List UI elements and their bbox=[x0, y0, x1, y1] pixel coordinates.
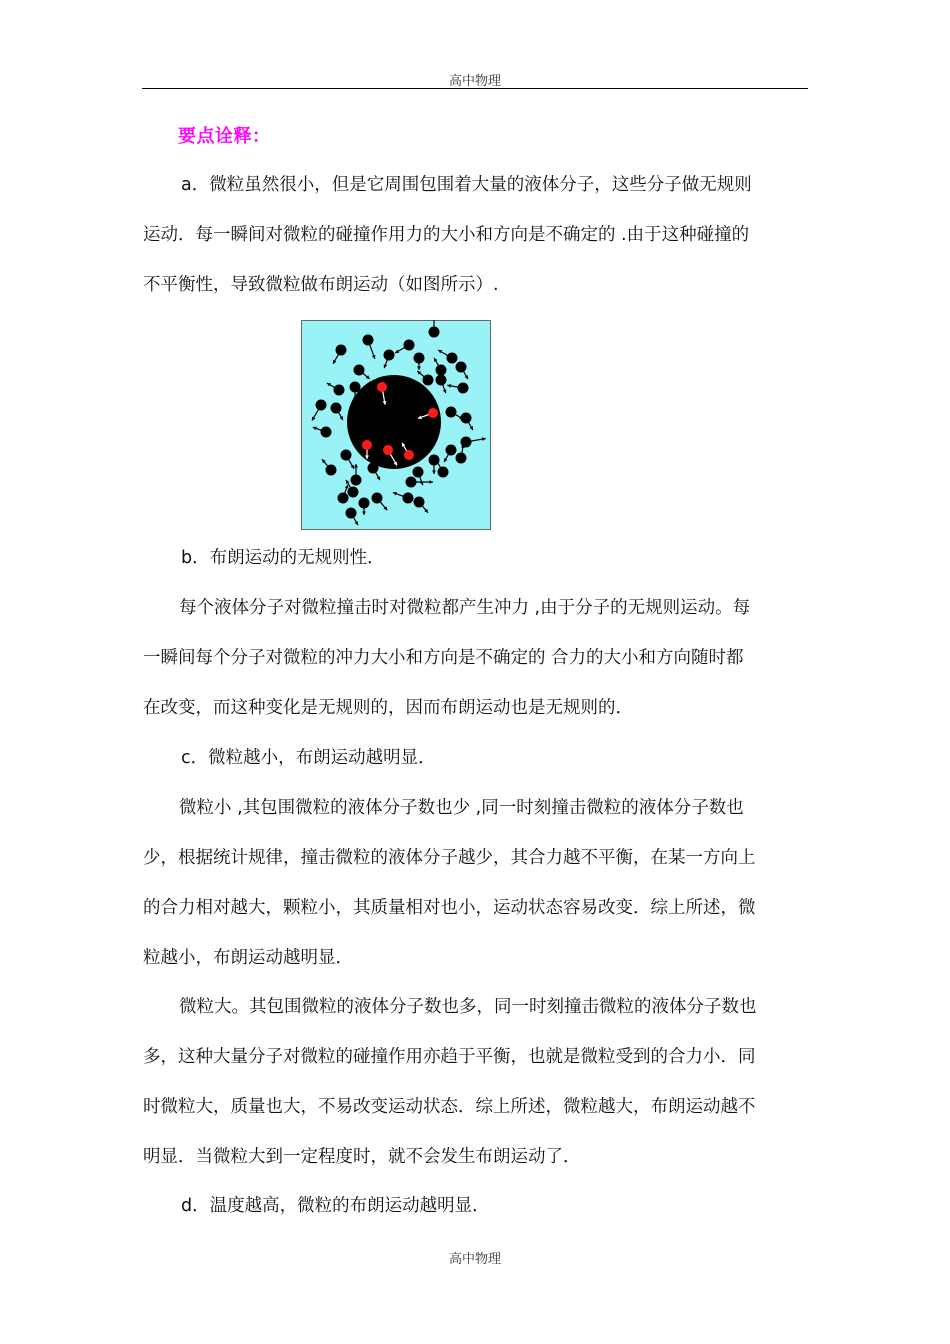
liquid-molecule bbox=[404, 340, 415, 351]
liquid-molecule bbox=[384, 350, 395, 361]
colliding-molecule bbox=[377, 382, 387, 392]
liquid-molecule bbox=[423, 375, 434, 386]
liquid-molecule bbox=[414, 497, 425, 508]
liquid-molecule bbox=[351, 475, 362, 486]
liquid-molecule bbox=[368, 463, 379, 474]
paragraph-c-line-1: 微粒小 ,其包围微粒的液体分子数也少 ,同一时刻撞击微粒的液体分子数也 bbox=[179, 798, 744, 818]
liquid-molecule bbox=[456, 362, 467, 373]
paragraph-c2-line-4: 明显．当微粒大到一定程度时，就不会发生布朗运动了． bbox=[143, 1147, 581, 1167]
header-rule bbox=[142, 88, 808, 89]
liquid-molecule bbox=[403, 493, 414, 504]
liquid-molecule bbox=[446, 407, 457, 418]
brownian-motion-figure bbox=[301, 320, 491, 530]
liquid-molecule bbox=[436, 375, 447, 386]
liquid-molecule bbox=[321, 427, 332, 438]
liquid-molecule bbox=[346, 508, 357, 519]
paragraph-a-line-2: 运动．每一瞬间对微粒的碰撞作用力的大小和方向是不确定的 .由于这种碰撞的 bbox=[143, 225, 750, 245]
liquid-molecule bbox=[341, 450, 352, 461]
paragraph-c2-line-1: 微粒大。其包围微粒的液体分子数也多，同一时刻撞击微粒的液体分子数也 bbox=[179, 997, 757, 1017]
page-footer: 高中物理 bbox=[448, 1252, 501, 1267]
colliding-molecule bbox=[383, 445, 393, 455]
paragraph-b-heading: b．布朗运动的无规则性． bbox=[181, 548, 385, 568]
liquid-molecule bbox=[413, 467, 424, 478]
liquid-molecule bbox=[316, 400, 327, 411]
paragraph-c-heading: c．微粒越小，布朗运动越明显． bbox=[181, 748, 436, 768]
liquid-molecule bbox=[429, 327, 440, 338]
liquid-molecule bbox=[438, 467, 449, 478]
liquid-molecule bbox=[350, 382, 361, 393]
liquid-molecule bbox=[348, 487, 359, 498]
liquid-molecule bbox=[456, 453, 467, 464]
paragraph-b-line-1: 每个液体分子对微粒撞击时对微粒都产生冲力 ,由于分子的无规则运动。每 bbox=[179, 598, 751, 618]
liquid-molecule bbox=[331, 403, 342, 414]
liquid-molecule bbox=[461, 413, 472, 424]
liquid-molecule bbox=[414, 353, 425, 364]
paragraph-c2-line-3: 时微粒大，质量也大，不易改变运动状态．综上所述，微粒越大，布朗运动越不 bbox=[143, 1097, 756, 1117]
liquid-molecule bbox=[363, 335, 374, 346]
brownian-particle bbox=[347, 375, 441, 469]
liquid-molecule bbox=[447, 353, 458, 364]
paragraph-c-line-4: 粒越小，布朗运动越明显． bbox=[143, 948, 353, 968]
liquid-molecule bbox=[359, 498, 370, 509]
paragraph-d-heading: d．温度越高，微粒的布朗运动越明显． bbox=[181, 1196, 490, 1216]
paragraph-c-line-3: 的合力相对越大，颗粒小，其质量相对也小，运动状态容易改变．综上所述，微 bbox=[143, 898, 756, 918]
colliding-molecule bbox=[404, 450, 414, 460]
paragraph-a-line-3: 不平衡性，导致微粒做布朗运动（如图所示）. bbox=[143, 275, 499, 295]
paragraph-a-line-1: a．微粒虽然很小，但是它周围包围着大量的液体分子，这些分子做无规则 bbox=[181, 175, 752, 195]
liquid-molecule bbox=[436, 365, 447, 376]
liquid-molecule bbox=[326, 465, 337, 476]
liquid-molecule bbox=[334, 385, 345, 396]
liquid-molecule bbox=[336, 345, 347, 356]
colliding-molecule bbox=[362, 440, 372, 450]
paragraph-b-line-3: 在改变，而这种变化是无规则的，因而布朗运动也是无规则的． bbox=[143, 698, 633, 718]
colliding-molecule bbox=[428, 408, 438, 418]
liquid-molecule bbox=[354, 365, 365, 376]
paragraph-c2-line-2: 多，这种大量分子对微粒的碰撞作用亦趋于平衡，也就是微粒受到的合力小．同 bbox=[143, 1047, 756, 1067]
liquid-molecule bbox=[372, 493, 383, 504]
paragraph-b-line-2: 一瞬间每个分子对微粒的冲力大小和方向是不确定的 合力的大小和方向随时都 bbox=[143, 648, 744, 668]
page-header: 高中物理 bbox=[448, 74, 501, 89]
section-title: 要点诠释： bbox=[178, 126, 271, 147]
paragraph-c-line-2: 少，根据统计规律，撞击微粒的液体分子越少，其合力越不平衡，在某一方向上 bbox=[143, 848, 756, 868]
liquid-molecule bbox=[338, 493, 349, 504]
liquid-molecule bbox=[406, 477, 417, 488]
liquid-molecule bbox=[458, 383, 469, 394]
liquid-molecule bbox=[446, 445, 457, 456]
